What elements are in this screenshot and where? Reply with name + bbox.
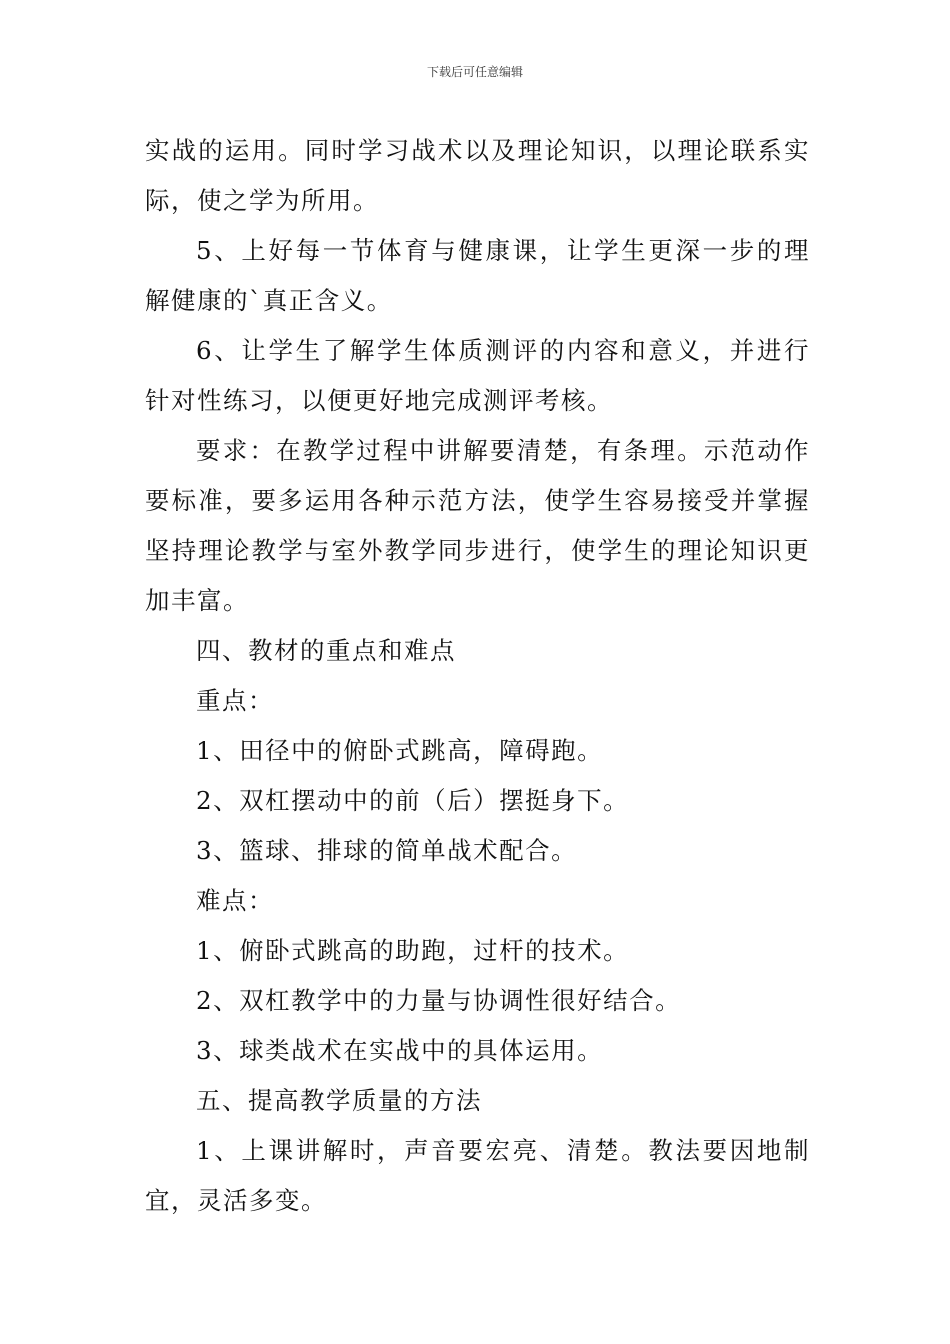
list-item: 1、上课讲解时，声音要宏亮、清楚。教法要因地制宜，灵活多变。 xyxy=(145,1136,810,1215)
list-item: 2、双杠教学中的力量与协调性很好结合。 xyxy=(196,986,682,1015)
list-item: 1、俯卧式跳高的助跑，过杆的技术。 xyxy=(196,936,630,965)
list-item: 3、篮球、排球的简单战术配合。 xyxy=(196,836,578,865)
section-heading-5: 五、提高教学质量的方法 xyxy=(196,1086,482,1115)
section-heading-4: 四、教材的重点和难点 xyxy=(196,636,456,665)
document-body xyxy=(145,126,810,1226)
list-item: 2、双杠摆动中的前（后）摆挺身下。 xyxy=(196,786,630,815)
subheading-difficulties: 难点： xyxy=(196,886,274,915)
list-item: 3、球类战术在实战中的具体运用。 xyxy=(196,1036,604,1065)
paragraph-1: 实战的运用。同时学习战术以及理论知识，以理论联系实际，使之学为所用。 xyxy=(145,136,810,215)
paragraph-requirements: 要求：在教学过程中讲解要清楚，有条理。示范动作要标准，要多运用各种示范方法，使学生容易接受并掌握坚持理论教学与室外教学同步进行，使学生的理论知识更加丰富。 xyxy=(145,436,810,615)
paragraph-2: 5、上好每一节体育与健康课，让学生更深一步的理解健康的`真正含义。 xyxy=(145,236,810,315)
paragraph-3: 6、让学生了解学生体质测评的内容和意义，并进行针对性练习，以便更好地完成测评考核。 xyxy=(145,336,810,415)
page-header: 下载后可任意编辑 xyxy=(426,65,523,79)
subheading-key-points: 重点： xyxy=(196,686,274,715)
list-item: 1、田径中的俯卧式跳高，障碍跑。 xyxy=(196,736,604,765)
